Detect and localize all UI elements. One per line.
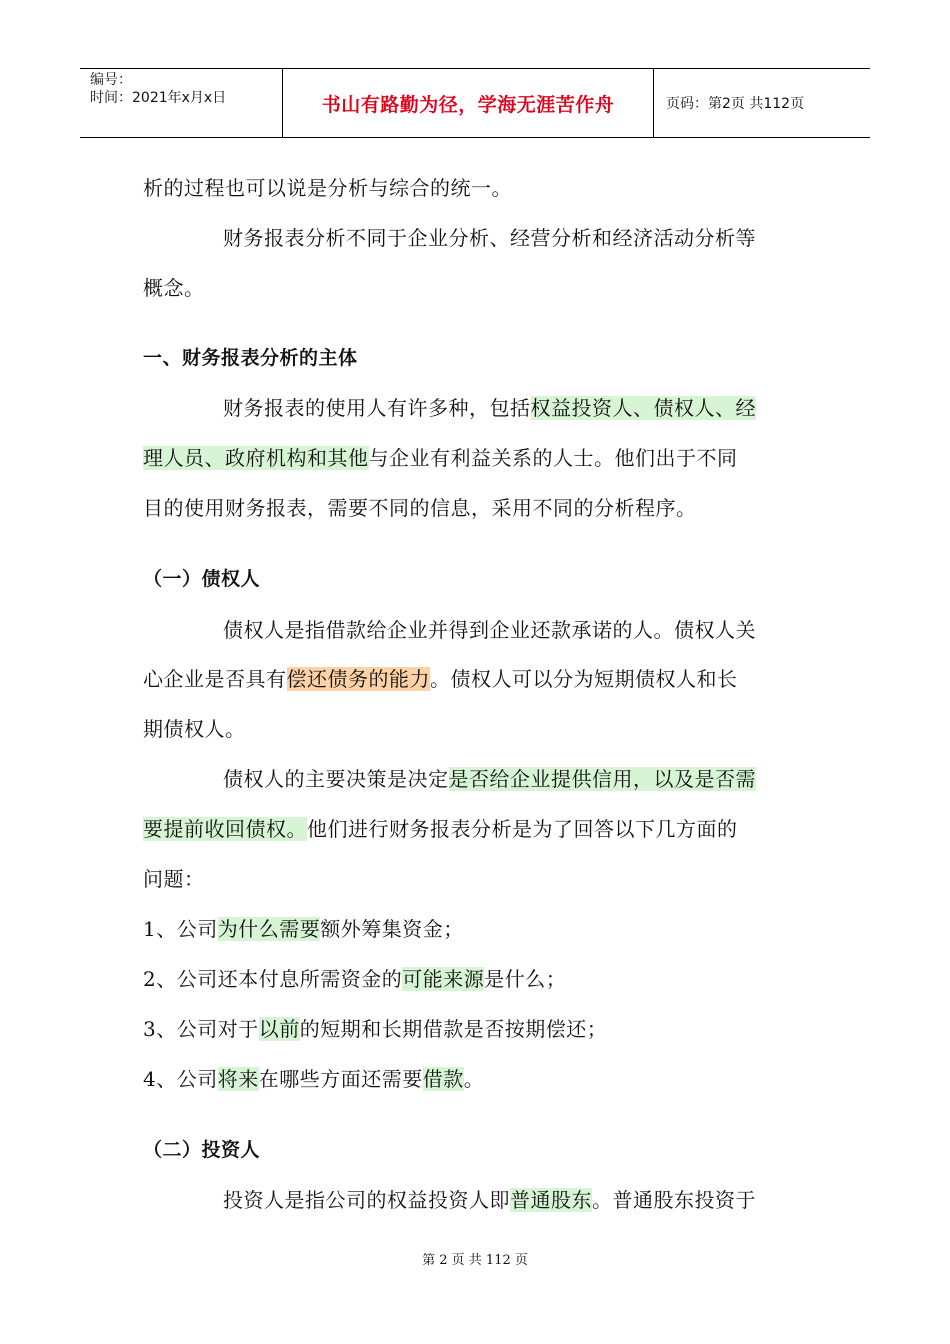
header-motto-cell — [282, 69, 654, 137]
text: 债权人的主要决策是决定 — [223, 767, 449, 791]
text-line — [223, 222, 756, 251]
header-meta — [80, 69, 282, 137]
text: 在哪些方面还需要 — [258, 1067, 423, 1091]
highlight: 可能来源 — [402, 967, 485, 991]
list-item — [143, 963, 566, 992]
text: 是什么； — [484, 967, 567, 991]
text: 目的使用财务报表，需要不同的信息，采用不同的分析程序。 — [143, 496, 697, 520]
text: 他们进行财务报表分析是为了回答以下几方面的 — [307, 817, 738, 841]
text: 的短期和长期借款是否按期偿还； — [299, 1017, 608, 1041]
page-header — [80, 68, 870, 138]
text: 概念。 — [143, 276, 205, 300]
highlight: 普通股东 — [510, 1188, 592, 1212]
text: 3、公司对于 — [143, 1017, 259, 1041]
highlight: 是否给企业提供信用，以及是否需 — [448, 767, 756, 791]
heading-text: （一）债权人 — [143, 568, 261, 590]
text-line — [223, 614, 756, 643]
text-line — [143, 442, 738, 471]
text-line — [143, 813, 738, 842]
text-line — [223, 1184, 756, 1213]
highlight: 理人员、政府机构和其他 — [143, 446, 369, 470]
text: 。 — [463, 1067, 485, 1091]
heading-text: 一、财务报表分析的主体 — [143, 347, 358, 369]
text: 1、公司 — [143, 917, 218, 941]
highlight: 以前 — [258, 1017, 300, 1041]
text-line — [143, 713, 246, 742]
text-line — [143, 272, 205, 301]
list-item — [143, 913, 464, 942]
text: 投资人是指公司的权益投资人即 — [223, 1188, 510, 1212]
text: 财务报表的使用人有许多种，包括 — [223, 396, 531, 420]
text: 期债权人。 — [143, 717, 246, 741]
text: 4、公司 — [143, 1067, 218, 1091]
highlight: 偿还债务的能力 — [286, 667, 430, 691]
list-item — [143, 1063, 484, 1092]
text: 。债权人可以分为短期债权人和长 — [430, 667, 738, 691]
header-page-cell — [654, 69, 870, 137]
subsection-heading — [143, 1135, 260, 1162]
text: 析的过程也可以说是分析与综合的统一。 — [143, 176, 512, 200]
text-line — [143, 492, 697, 521]
text: 额外筹集资金； — [320, 917, 464, 941]
subsection-heading — [143, 564, 260, 591]
text: 。普通股东投资于 — [592, 1188, 756, 1212]
text: 财务报表分析不同于企业分析、经营分析和经济活动分析等 — [223, 226, 756, 250]
text-line — [223, 763, 756, 792]
text: 债权人是指借款给企业并得到企业还款承诺的人。债权人关 — [223, 618, 756, 642]
text: 与企业有利益关系的人士。他们出于不同 — [368, 446, 738, 470]
text: 2、公司还本付息所需资金的 — [143, 967, 403, 991]
text: 问题： — [143, 867, 205, 891]
list-item — [143, 1013, 607, 1042]
text-line — [143, 172, 512, 201]
page-label: 页码：第2页 共112页 — [666, 96, 805, 112]
text-line — [223, 392, 756, 421]
heading-text: （二）投资人 — [143, 1139, 261, 1161]
time-label: 时间：2021年x月x日 — [90, 90, 227, 106]
text-line — [143, 863, 205, 892]
text: 心企业是否具有 — [143, 667, 287, 691]
motto: 书山有路勤为径，学海无涯苦作舟 — [321, 93, 615, 116]
highlight: 要提前收回债权。 — [143, 817, 307, 841]
highlight: 借款 — [422, 1067, 464, 1091]
highlight: 权益投资人、债权人、经 — [530, 396, 756, 420]
page-footer — [0, 1249, 950, 1268]
number-label: 编号： — [90, 72, 132, 88]
footer-page-number: 第 2 页 共 112 页 — [422, 1253, 528, 1268]
highlight: 将来 — [217, 1067, 259, 1091]
section-heading — [143, 343, 358, 370]
highlight: 为什么需要 — [217, 917, 321, 941]
text-line — [143, 663, 738, 692]
